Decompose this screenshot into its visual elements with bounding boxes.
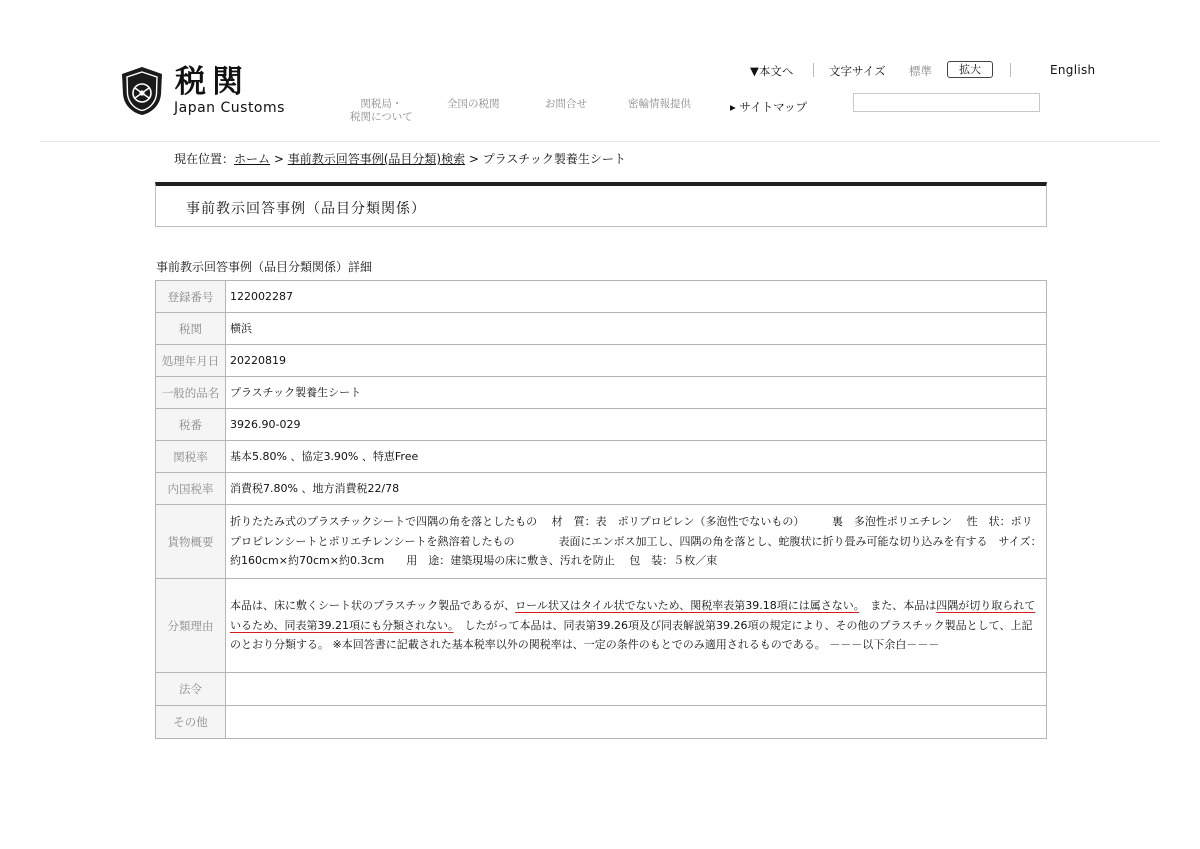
row-label: その他 — [156, 706, 226, 739]
sitemap-link[interactable]: ▸ サイトマップ — [730, 100, 808, 114]
tariff-number-value: 3926.90-029 — [226, 409, 1047, 441]
nav-contact[interactable] — [545, 98, 587, 111]
font-size-large-button[interactable]: 拡大 — [947, 61, 993, 78]
row-label: 法令 — [156, 673, 226, 706]
table-row — [156, 377, 1047, 409]
row-label: 税番 — [156, 409, 226, 441]
row-label: 税関 — [156, 313, 226, 345]
domestic-tax-value: 消費税7.80% 、地方消費税22/78 — [226, 473, 1047, 505]
row-label: 関税率 — [156, 441, 226, 473]
table-row — [156, 579, 1047, 673]
skip-to-content-link[interactable]: ▼本文へ — [750, 64, 794, 78]
page-title: 事前教示回答事例（品目分類関係） — [186, 201, 426, 217]
table-row — [156, 313, 1047, 345]
table-row — [156, 409, 1047, 441]
table-row — [156, 706, 1047, 739]
reason-text: 本品は、床に敷くシート状のプラスチック製品であるが、 — [230, 599, 516, 613]
detail-table — [155, 280, 1047, 739]
header-divider — [40, 141, 1160, 142]
nav-about-customs[interactable] — [350, 98, 413, 124]
processing-date-value: 20220819 — [226, 345, 1047, 377]
row-label: 処理年月日 — [156, 345, 226, 377]
site-logo-english[interactable]: Japan Customs — [174, 100, 285, 116]
table-row — [156, 281, 1047, 313]
nav-label-line: 密輸情報提供 — [628, 98, 691, 110]
customs-office-value: 横浜 — [226, 313, 1047, 345]
classification-reason-value — [226, 579, 1047, 673]
row-label: 貨物概要 — [156, 505, 226, 579]
table-row — [156, 505, 1047, 579]
nav-label-line: 関税局・ — [360, 98, 403, 110]
breadcrumb-separator: > — [465, 152, 483, 166]
table-row — [156, 345, 1047, 377]
font-size-standard-button[interactable]: 標準 — [909, 64, 932, 78]
row-label: 内国税率 — [156, 473, 226, 505]
nav-label-line: お問合せ — [545, 98, 587, 110]
breadcrumb-current: プラスチック製養生シート — [482, 152, 626, 166]
section-heading: 事前教示回答事例（品目分類関係）詳細 — [156, 260, 373, 274]
table-row — [156, 441, 1047, 473]
other-value — [226, 706, 1047, 739]
reason-text-underlined: ロール状又はタイル状でないため、関税率表第39.18項には属さない。 — [515, 599, 860, 613]
breadcrumb-prefix: 現在位置： — [174, 152, 235, 166]
tariff-rate-value: 基本5.80% 、協定3.90% 、特恵Free — [226, 441, 1047, 473]
row-label: 分類理由 — [156, 579, 226, 673]
general-name-value: プラスチック製養生シート — [226, 377, 1047, 409]
site-logo-japanese[interactable]: 税関 — [175, 64, 249, 100]
goods-summary-value: 折りたたみ式のプラスチックシートで四隅の角を落としたもの 材 質：表 ポリプロピレン（多泡性でないもの） 裏 多泡性ポリエチレン 性 状：ポリプロピレンシートとポリエチレンシートを熱溶着したもの 表面にエンボス加工し、四隅の角を落とし、蛇腹状に折り畳み可能な切り込みを有する サイズ：約160cm×約70cm×約0.3cm 用 途：建築現場の床に敷き、汚れを防止 包 装：５枚／束 — [226, 505, 1047, 579]
table-row — [156, 473, 1047, 505]
font-size-label: 文字サイズ — [829, 64, 886, 78]
nav-national-customs[interactable] — [447, 98, 500, 111]
nav-label-line: 全国の税関 — [447, 98, 500, 110]
breadcrumb-search-link[interactable]: 事前教示回答事例(品目分類)検索 — [287, 152, 466, 166]
english-link[interactable]: English — [1050, 63, 1096, 77]
nav-label-line: 税関について — [350, 111, 413, 123]
breadcrumb — [174, 150, 626, 167]
utility-divider — [1010, 63, 1011, 77]
registration-number-value: 122002287 — [226, 281, 1047, 313]
table-row — [156, 673, 1047, 706]
reason-text: また、本品は — [859, 599, 937, 613]
law-value — [226, 673, 1047, 706]
row-label: 一般的品名 — [156, 377, 226, 409]
reason-text-underlined: 四隅が切り取られているため、同表第39.21項にも分類されない。 — [230, 599, 1036, 632]
utility-divider — [813, 63, 814, 77]
breadcrumb-separator: > — [270, 152, 288, 166]
nav-smuggling-report[interactable] — [628, 98, 691, 111]
site-search-input[interactable] — [853, 93, 1040, 112]
breadcrumb-home-link[interactable]: ホーム — [234, 152, 271, 166]
row-label: 登録番号 — [156, 281, 226, 313]
japan-customs-seal-icon — [120, 66, 164, 116]
reason-text: したがって本品は、同表第39.26項及び同表解説第39.26項の規定により、その他のプラスチック製品として、上記のとおり分類する。 ※本回答書に記載された基本税率以外の関税率は、一定の条件のもとでのみ適用されるものである。 －－－以下余白－－－ — [230, 618, 1033, 652]
